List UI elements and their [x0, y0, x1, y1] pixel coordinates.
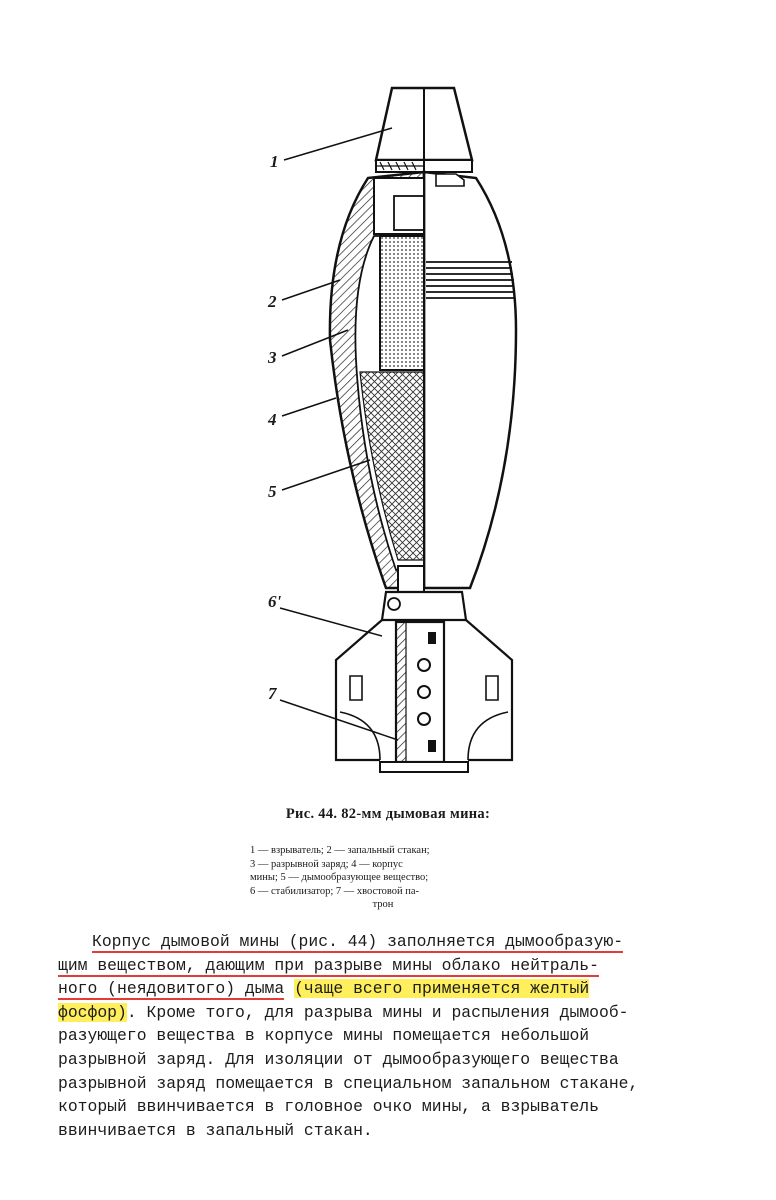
text-line: щим веществом, дающим при разрыве мины облако нейтраль-: [58, 955, 599, 975]
tail-cartridge: [380, 622, 468, 772]
text-line: разрывной заряд. Для изоляции от дымообразующего вещества: [58, 1049, 619, 1069]
legend-line: 1 — взрыватель; 2 — запальный стакан;: [250, 845, 430, 856]
figure-caption-title: Рис. 44. 82-мм дымовая мина:: [285, 806, 491, 822]
text-line: . Кроме того, для разрыва мины и распыления дымооб-: [126, 1002, 629, 1022]
highlighted-text: (чаще всего применяется желтый: [294, 979, 590, 999]
text-line: который ввинчивается в головное очко мины, а взрыватель: [58, 1097, 599, 1117]
legend-line: 6 — стабилизатор; 7 — хвостовой па-: [250, 885, 420, 897]
mine-body-exterior: [424, 172, 516, 588]
text-line: разрывной заряд помещается в специальном запальном стакане,: [58, 1073, 639, 1093]
text-line: разующего вещества в корпусе мины помещается небольшой: [58, 1026, 590, 1046]
body-paragraph: [58, 930, 722, 1142]
figure-label-7: 7: [268, 684, 277, 703]
legend-line: мины; 5 — дымообразующее вещество;: [250, 872, 429, 884]
text-line: ввинчивается в запальный стакан.: [58, 1120, 373, 1140]
legend-line: 3 — разрывной заряд; 4 — корпус: [250, 858, 403, 870]
figure-label-4: 4: [268, 410, 277, 429]
text-line: ного (неядовитого) дыма: [58, 979, 285, 999]
figure-label-6: 6': [268, 592, 282, 611]
figure-label-5: 5: [268, 482, 277, 501]
text-line: Корпус дымовой мины (рис. 44) заполняется дымообразую-: [92, 932, 624, 951]
highlighted-text: фосфор): [58, 1002, 127, 1022]
figure-legend: [250, 844, 516, 912]
legend-line: трон: [372, 899, 394, 911]
figure-label-1: 1: [270, 152, 279, 171]
figure-label-3: 3: [268, 348, 277, 367]
figure-label-2: 2: [268, 292, 277, 311]
